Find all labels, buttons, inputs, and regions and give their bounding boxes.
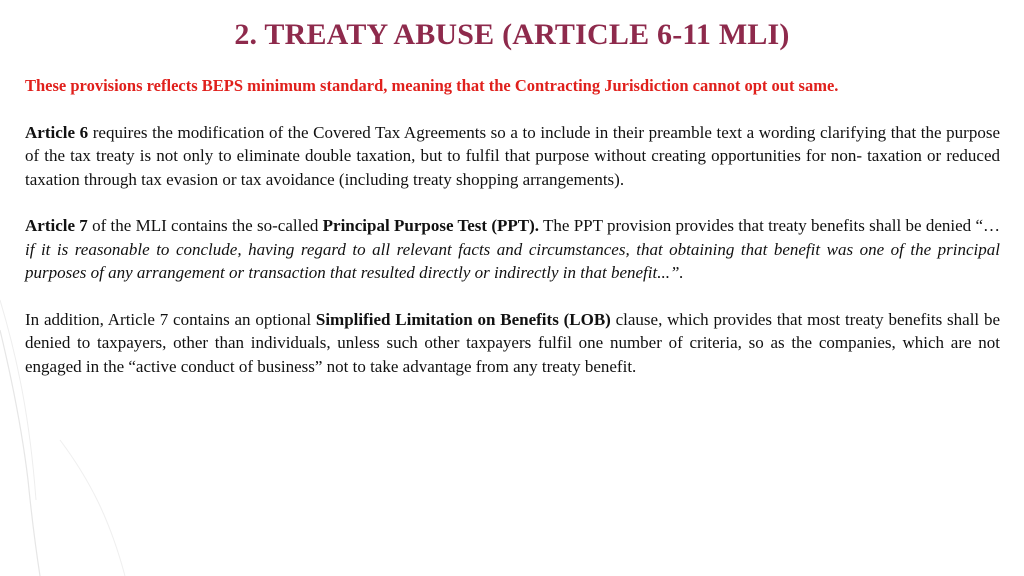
ppt-term: Principal Purpose Test (PPT). bbox=[322, 216, 540, 235]
page-title: 2. TREATY ABUSE (ARTICLE 6-11 MLI) bbox=[234, 18, 790, 51]
slide-body bbox=[25, 74, 1000, 401]
article-6-label: Article 6 bbox=[25, 122, 89, 142]
article-6-paragraph bbox=[25, 121, 1000, 192]
lob-text-2: clause, which provides that most treaty benefits shall be denied to taxpayers, other than individuals, unless such other taxpayers fulfil one number of criteria, so as the companies, which are not engaged in the “active conduct of business” not to take advantage from any treaty benefit. bbox=[25, 309, 1000, 376]
lob-paragraph bbox=[25, 308, 1000, 379]
article-6-text: requires the modification of the Covered Tax Agreements so a to include in their preamble text a wording clarifying that the purpose of the tax treaty is not only to eliminate double taxation, but to fulfil that purpose without creating opportunities for non- taxation or reduced taxation through tax evasion or tax avoidance (including treaty shopping arrangements). bbox=[25, 122, 1000, 189]
article-7-text-2: The PPT provision provides that treaty benefits shall be denied “… bbox=[539, 216, 1001, 235]
article-7-label: Article 7 bbox=[25, 216, 88, 235]
ppt-quote: if it is reasonable to conclude, having regard to all relevant facts and circumstances, that obtaining that benefit was one of the principal purposes of any arrangement or transaction that resulted directly or indirectly in that benefit...”. bbox=[25, 239, 1000, 282]
lob-text-1: In addition, Article 7 contains an optional bbox=[25, 309, 316, 329]
lob-term: Simplified Limitation on Benefits (LOB) bbox=[315, 309, 611, 329]
article-7-paragraph bbox=[25, 214, 1000, 285]
intro-statement: These provisions reflects BEPS minimum standard, meaning that the Contracting Jurisdiction cannot opt out same. bbox=[25, 76, 839, 95]
article-7-text-1: of the MLI contains the so-called bbox=[87, 216, 323, 235]
